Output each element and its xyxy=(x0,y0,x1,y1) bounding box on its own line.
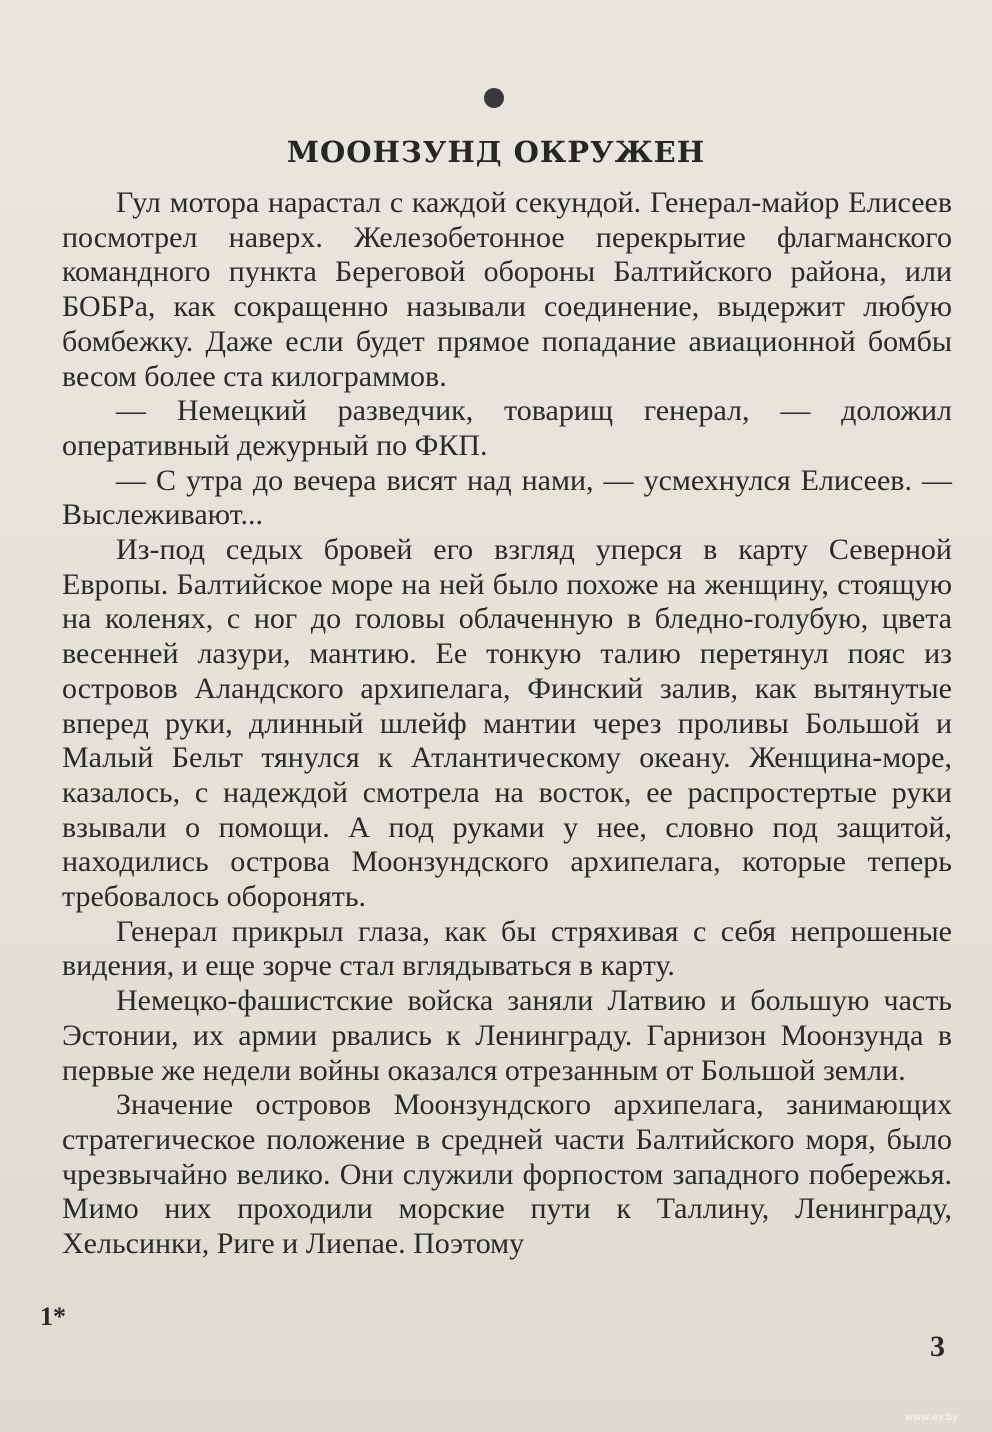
paragraph: — Немецкий разведчик, товарищ генерал, — доложил оперативный дежурный по ФКП. xyxy=(62,394,952,462)
chapter-title: МООНЗУНД ОКРУЖЕН xyxy=(286,135,706,169)
page-number: 3 xyxy=(930,1330,945,1363)
paragraph: Генерал прикрыл глаза, как бы стряхивая с себя непрошеные видения, и еще зорче стал вглядываться в карту. xyxy=(62,914,952,983)
paragraph: Гул мотора нарастал с каждой секундой. Генерал-майор Елисеев посмотрел наверх. Железобетонное перекрытие флагманского командного пункта Береговой обороны Балтийского района, или БОБРа, как сокращенно называли соединение, выдержит любую бомбежку. Даже если будет прямое попадание авиационной бомбы весом более ста килограммов. xyxy=(62,186,952,393)
paragraph: — С утра до вечера висят над нами, — усмехнулся Елисеев. — Выслеживают... xyxy=(62,463,952,532)
ornament-dot xyxy=(484,88,504,108)
body-text xyxy=(62,186,952,1262)
site-watermark: www.ay.by xyxy=(905,1412,958,1423)
printer-signature: 1* xyxy=(40,1302,66,1331)
paragraph: Из-под седых бровей его взгляд уперся в карту Северной Европы. Балтийское море на ней было похоже на женщину, стоящую на коленях, с ног до головы облаченную в бледно-голубую, цвета весенней лазури, мантию. Ее тонкую талию перетянул пояс из островов Аландского архипелага, Финский залив, как вытянутые вперед руки, длинный шлейф мантии через проливы Большой и Малый Бельт тянулся к Атлантическому океану. Женщина-море, казалось, с надеждой смотрела на восток, ее распростертые руки взывали о помощи. А под руками у нее, словно под защитой, находились острова Моонзундского архипелага, которые теперь требовалось оборонять. xyxy=(62,533,952,914)
paragraph: Значение островов Моонзундского архипелага, занимающих стратегическое положение в средней части Балтийского моря, было чрезвычайно велико. Они служили форпостом западного побережья. Мимо них проходили морские пути к Таллину, Ленинграду, Хельсинки, Риге и Лиепае. Поэтому xyxy=(62,1088,952,1261)
paragraph: Немецко-фашистские войска заняли Латвию и большую часть Эстонии, их армии рвались к Ленинграду. Гарнизон Моонзунда в первые же недели войны оказался отрезанным от Большой земли. xyxy=(62,984,952,1087)
